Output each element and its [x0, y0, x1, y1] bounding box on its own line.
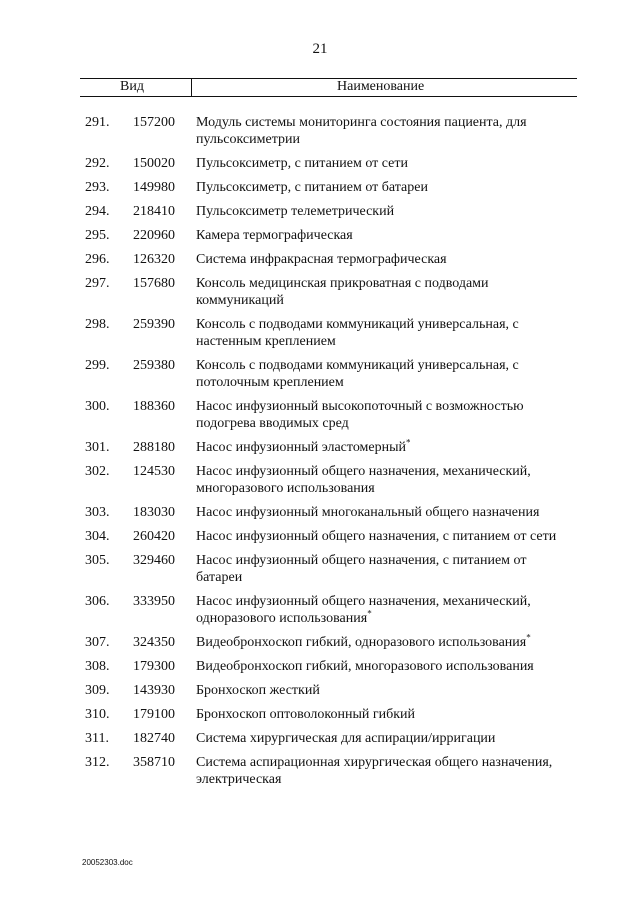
row-name: [196, 227, 576, 244]
row-code: 329460: [133, 553, 175, 568]
table-row: [0, 316, 640, 350]
document-filename: 20052303.doc: [82, 858, 133, 867]
row-code: 259390: [133, 317, 175, 332]
row-number: 309.: [85, 683, 110, 698]
row-name-text: Насос инфузионный общего назначения, с питанием от сети: [196, 529, 557, 544]
table-row: [0, 203, 640, 220]
row-code: 179300: [133, 659, 175, 674]
row-code: 324350: [133, 635, 175, 650]
row-code: 358710: [133, 755, 175, 770]
row-name: [196, 114, 576, 148]
row-code: 157200: [133, 115, 175, 130]
row-name-text: Насос инфузионный общего назначения, с питанием от батареи: [196, 553, 527, 585]
row-name: [196, 504, 576, 521]
page-number: 21: [312, 41, 328, 57]
row-code: 259380: [133, 358, 175, 373]
table-row: [0, 114, 640, 148]
row-number: 299.: [85, 358, 110, 373]
row-number: 292.: [85, 156, 110, 171]
row-name-text: Пульсоксиметр, с питанием от батареи: [196, 180, 428, 195]
row-code: 182740: [133, 731, 175, 746]
row-name-text: Консоль медицинская прикроватная с подводами коммуникаций: [196, 276, 489, 308]
row-name-text: Модуль системы мониторинга состояния пациента, для пульсоксиметрии: [196, 115, 527, 147]
table-row: [0, 658, 640, 675]
table-row: [0, 398, 640, 432]
row-name: [196, 706, 576, 723]
row-number: 295.: [85, 228, 110, 243]
row-name-text: Бронхоскоп оптоволоконный гибкий: [196, 707, 416, 722]
row-name-text: Насос инфузионный общего назначения, механический, одноразового использования: [196, 594, 531, 626]
table-row: [0, 439, 640, 456]
row-name-text: Насос инфузионный многоканальный общего назначения: [196, 505, 540, 520]
row-name-text: Камера термографическая: [196, 228, 353, 243]
table-row: [0, 504, 640, 521]
table-row: [0, 706, 640, 723]
row-name-text: Пульсоксиметр телеметрический: [196, 204, 395, 219]
row-number: 302.: [85, 464, 110, 479]
row-name: [196, 251, 576, 268]
table-header-column-divider: [191, 78, 192, 96]
row-number: 293.: [85, 180, 110, 195]
row-code: 126320: [133, 252, 175, 267]
table-row: [0, 357, 640, 391]
row-name: [196, 552, 576, 586]
row-number: 304.: [85, 529, 110, 544]
row-number: 308.: [85, 659, 110, 674]
row-code: 288180: [133, 440, 175, 455]
table-body: [0, 114, 640, 795]
table-row: [0, 754, 640, 788]
row-code: 143930: [133, 683, 175, 698]
row-name-text: Система аспирационная хирургическая общего назначения, электрическая: [196, 755, 553, 787]
row-number: 305.: [85, 553, 110, 568]
table-header-top-rule: [80, 78, 577, 79]
row-name: [196, 658, 576, 675]
table-row: [0, 634, 640, 651]
row-name-text: Пульсоксиметр, с питанием от сети: [196, 156, 409, 171]
row-code: 124530: [133, 464, 175, 479]
row-code: 218410: [133, 204, 175, 219]
row-number: 303.: [85, 505, 110, 520]
column-header-name: Наименование: [337, 79, 425, 94]
table-row: [0, 227, 640, 244]
row-number: 306.: [85, 594, 110, 609]
row-name: [196, 439, 576, 456]
row-name-text: Видеобронхоскоп гибкий, многоразового использования: [196, 659, 534, 674]
row-name: [196, 275, 576, 309]
row-number: 298.: [85, 317, 110, 332]
table-row: [0, 593, 640, 627]
table-header-bottom-rule: [80, 96, 577, 97]
row-name-text: Насос инфузионный общего назначения, механический, многоразового использования: [196, 464, 531, 496]
row-name: [196, 682, 576, 699]
table-row: [0, 275, 640, 309]
row-number: 301.: [85, 440, 110, 455]
row-number: 310.: [85, 707, 110, 722]
row-name: [196, 155, 576, 172]
table-row: [0, 251, 640, 268]
row-code: 188360: [133, 399, 175, 414]
table-row: [0, 730, 640, 747]
row-name: [196, 179, 576, 196]
row-name: [196, 634, 576, 651]
table-row: [0, 528, 640, 545]
row-name: [196, 593, 576, 627]
row-number: 312.: [85, 755, 110, 770]
row-name: [196, 730, 576, 747]
table-row: [0, 682, 640, 699]
row-name: [196, 463, 576, 497]
row-number: 297.: [85, 276, 110, 291]
row-name-text: Насос инфузионный эластомерный: [196, 440, 407, 455]
table-row: [0, 463, 640, 497]
column-header-vid: Вид: [120, 79, 144, 94]
row-code: 149980: [133, 180, 175, 195]
row-code: 220960: [133, 228, 175, 243]
row-name: [196, 398, 576, 432]
row-name-text: Консоль с подводами коммуникаций универсальная, с настенным креплением: [196, 317, 519, 349]
row-name: [196, 528, 576, 545]
row-name: [196, 754, 576, 788]
footnote-marker: *: [526, 632, 531, 643]
row-name-text: Видеобронхоскоп гибкий, одноразового использования: [196, 635, 527, 650]
table-row: [0, 155, 640, 172]
row-name-text: Консоль с подводами коммуникаций универсальная, с потолочным креплением: [196, 358, 519, 390]
row-code: 183030: [133, 505, 175, 520]
row-name: [196, 316, 576, 350]
row-code: 260420: [133, 529, 175, 544]
table-row: [0, 179, 640, 196]
row-code: 179100: [133, 707, 175, 722]
row-code: 333950: [133, 594, 175, 609]
row-name-text: Насос инфузионный высокопоточный с возможностью подогрева вводимых сред: [196, 399, 524, 431]
row-number: 307.: [85, 635, 110, 650]
table-row: [0, 552, 640, 586]
footnote-marker: *: [367, 608, 372, 619]
row-number: 311.: [85, 731, 109, 746]
row-code: 150020: [133, 156, 175, 171]
row-name-text: Система инфракрасная термографическая: [196, 252, 447, 267]
row-number: 300.: [85, 399, 110, 414]
row-number: 294.: [85, 204, 110, 219]
row-code: 157680: [133, 276, 175, 291]
footnote-marker: *: [406, 437, 411, 448]
row-name-text: Бронхоскоп жесткий: [196, 683, 320, 698]
row-number: 296.: [85, 252, 110, 267]
row-name: [196, 357, 576, 391]
row-number: 291.: [85, 115, 110, 130]
row-name: [196, 203, 576, 220]
row-name-text: Система хирургическая для аспирации/ирригации: [196, 731, 496, 746]
